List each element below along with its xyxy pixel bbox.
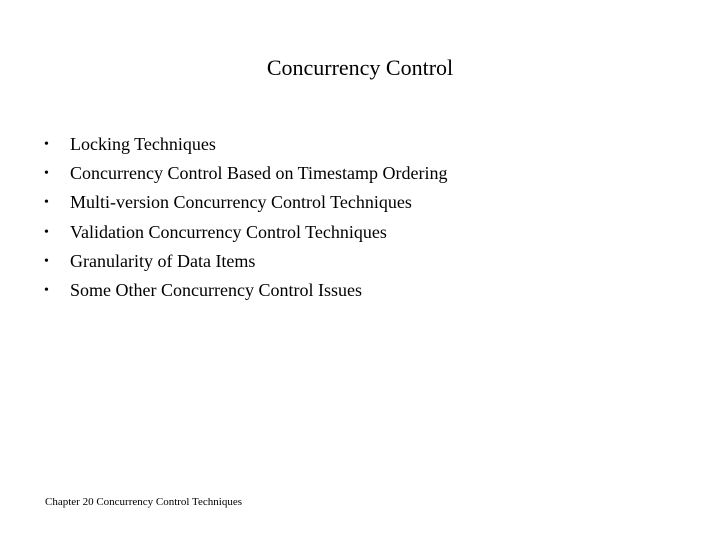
bullet-icon: • [44,253,49,269]
bullet-icon: • [44,137,49,152]
slide-title: Concurrency Control [266,55,454,80]
bullet-icon: • [44,224,49,240]
bullet-icon: • [44,195,49,211]
bullet-text: Multi-version Concurrency Control Techniques [70,192,412,213]
bullet-text: Concurrency Control Based on Timestamp Ordering [70,163,448,184]
bullet-text: Some Other Concurrency Control Issues [70,279,362,300]
bullet-icon: • [44,282,49,298]
bullet-text: Granularity of Data Items [70,250,256,271]
bullet-text: Locking Techniques [70,134,216,154]
bullet-text: Validation Concurrency Control Techniques [70,221,387,242]
slide-footer: Chapter 20 Concurrency Control Techniques [45,496,242,508]
bullet-icon: • [44,166,49,182]
